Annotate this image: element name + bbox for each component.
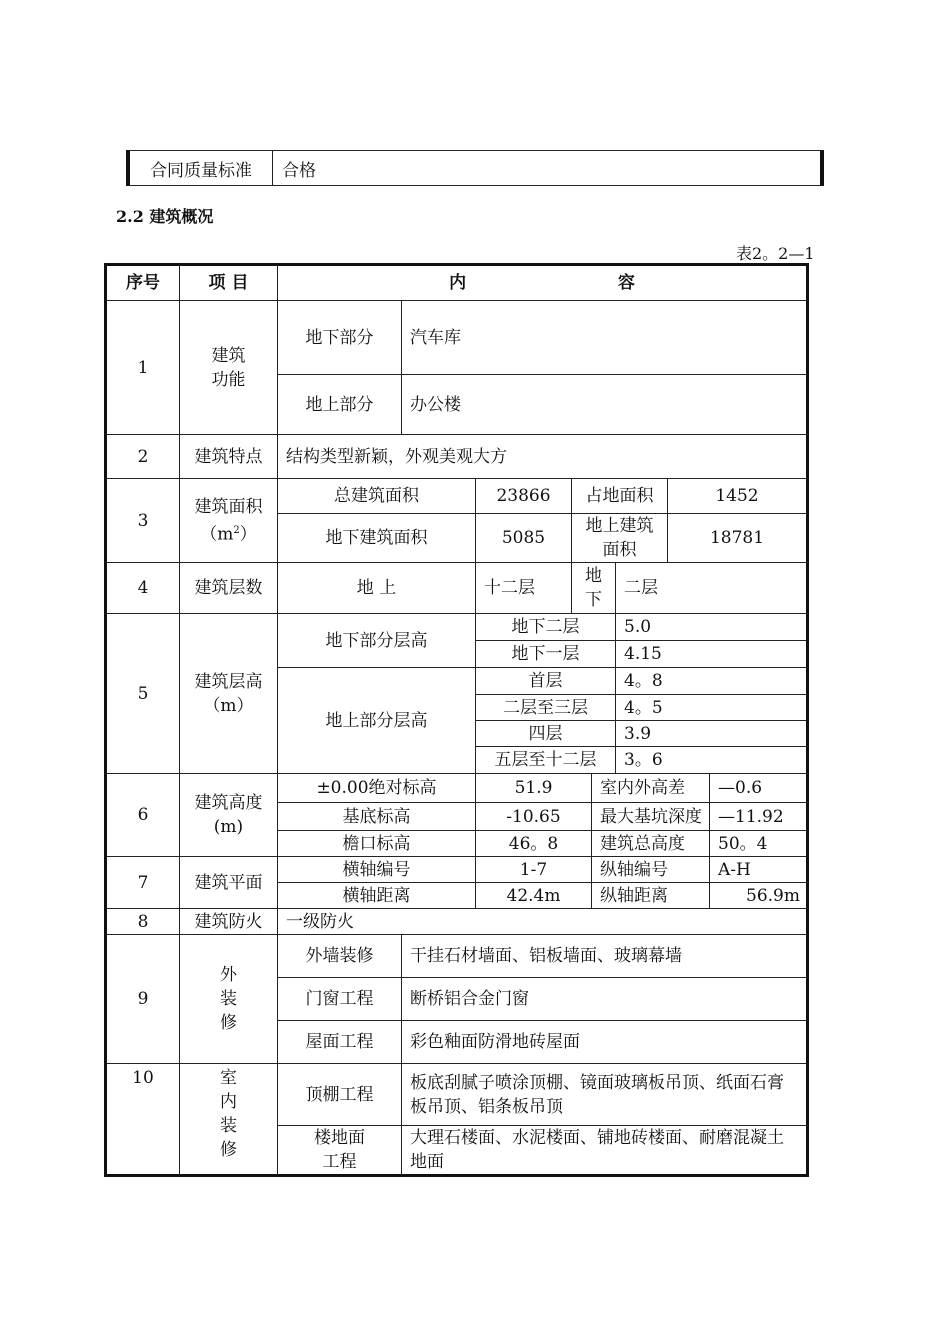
table-row — [106, 935, 808, 978]
header-content-b: 容 — [617, 273, 635, 293]
unit-close: ） — [239, 524, 257, 545]
cell-value: 1-7 — [476, 857, 592, 883]
sub-label: 外墙装修 — [278, 935, 402, 978]
quality-value: 合格 — [282, 160, 316, 181]
item-line: (m) — [213, 817, 244, 837]
cell-label: 横轴编号 — [278, 857, 476, 883]
item-line: 外 — [220, 965, 237, 985]
row-no: 8 — [106, 909, 180, 935]
table-header-row — [106, 265, 808, 301]
row-item: 建筑平面 — [180, 857, 278, 909]
sub-value: 板底刮腻子喷涂顶棚、镜面玻璃板吊顶、纸面石膏板吊顶、铝条板吊顶 — [402, 1064, 808, 1126]
item-line: 内 — [220, 1092, 237, 1112]
floor-height: 3.9 — [616, 721, 808, 747]
floor-height: 5.0 — [616, 614, 808, 641]
row-item: 建筑层数 — [180, 563, 278, 614]
row-item — [180, 301, 278, 435]
floor-name: 地下二层 — [476, 614, 616, 641]
header-content-a: 内 — [449, 273, 467, 293]
sub-label — [278, 1126, 402, 1176]
row-no: 4 — [106, 563, 180, 614]
floor-height: 4。5 — [616, 695, 808, 721]
table-row — [106, 614, 808, 641]
cell-value: 46。8 — [476, 831, 592, 857]
floor-name: 地下一层 — [476, 641, 616, 668]
cell-label: 檐口标高 — [278, 831, 476, 857]
floor-height: 4。8 — [616, 668, 808, 695]
cell-label: 地下建筑面积 — [278, 514, 476, 563]
sub-value: 办公楼 — [402, 375, 808, 435]
cell-label: 横轴距离 — [278, 883, 476, 909]
floor-height: 3。6 — [616, 747, 808, 774]
label-line: 楼地面 — [314, 1128, 365, 1148]
quality-label: 合同质量标准 — [130, 151, 273, 185]
cell-label: 地上建筑面积 — [572, 514, 668, 563]
floor-name: 首层 — [476, 668, 616, 695]
cell-value: —0.6 — [710, 774, 808, 803]
item-unit — [186, 519, 271, 547]
row-value: 一级防火 — [278, 909, 808, 935]
cell-value: 1452 — [668, 479, 808, 514]
table-row — [106, 1064, 808, 1126]
row-item: 建筑防火 — [180, 909, 278, 935]
header-item: 项 目 — [180, 265, 278, 301]
sub-value: 汽车库 — [402, 301, 808, 375]
cell-value: —11.92 — [710, 803, 808, 831]
cell-value: 23866 — [476, 479, 572, 514]
row-no: 2 — [106, 435, 180, 479]
cell-label: 地 下 — [572, 563, 616, 614]
cell-value: -10.65 — [476, 803, 592, 831]
cell-label: 占地面积 — [572, 479, 668, 514]
cell-value: 二层 — [616, 563, 808, 614]
sub-label: 屋面工程 — [278, 1021, 402, 1064]
floor-name: 二层至三层 — [476, 695, 616, 721]
cell-value: 42.4m — [476, 883, 592, 909]
table-row — [106, 909, 808, 935]
cell-label: 纵轴编号 — [592, 857, 710, 883]
row-no: 1 — [106, 301, 180, 435]
cell-value: 5085 — [476, 514, 572, 563]
item-line: （m） — [203, 695, 254, 716]
sub-value: 大理石楼面、水泥楼面、铺地砖楼面、耐磨混凝土地面 — [402, 1126, 808, 1176]
item-line: 修 — [220, 1140, 237, 1160]
table-row — [106, 301, 808, 375]
row-item — [180, 1064, 278, 1176]
table-number: 表2。2—1 — [736, 244, 815, 263]
floor-name: 五层至十二层 — [476, 747, 616, 774]
section-title: 2.2 建筑概况 — [116, 207, 214, 226]
row-no: 6 — [106, 774, 180, 857]
row-item — [180, 935, 278, 1064]
table-row — [106, 774, 808, 803]
floor-name: 四层 — [476, 721, 616, 747]
sub-label: 地下部分层高 — [278, 614, 476, 668]
table-row — [106, 563, 808, 614]
item-line: 建筑层高 — [194, 671, 263, 692]
sub-label: 门窗工程 — [278, 978, 402, 1021]
floor-height: 4.15 — [616, 641, 808, 668]
row-value: 结构类型新颖，外观美观大方 — [278, 435, 808, 479]
sub-label: 地上部分层高 — [278, 668, 476, 774]
row-item: 建筑特点 — [180, 435, 278, 479]
cell-value: 50。4 — [710, 831, 808, 857]
header-content — [278, 265, 808, 301]
unit-text: （m — [200, 524, 234, 545]
item-line: 建筑高度 — [194, 793, 263, 813]
sub-label: 顶棚工程 — [278, 1064, 402, 1126]
sub-label: 地上部分 — [278, 375, 402, 435]
building-overview-table — [104, 263, 809, 1177]
row-no: 3 — [106, 479, 180, 563]
item-line: 装 — [220, 989, 237, 1009]
cell-label: 建筑总高度 — [592, 831, 710, 857]
table-row — [106, 479, 808, 514]
sub-value: 彩色釉面防滑地砖屋面 — [402, 1021, 808, 1064]
cell-label: 纵轴距离 — [592, 883, 710, 909]
cell-value: 十二层 — [476, 563, 572, 614]
sub-value: 断桥铝合金门窗 — [402, 978, 808, 1021]
row-no: 9 — [106, 935, 180, 1064]
item-line: 室 — [220, 1068, 237, 1088]
cell-label: 基底标高 — [278, 803, 476, 831]
cell-label: ±0.00绝对标高 — [278, 774, 476, 803]
cell-value: 18781 — [668, 514, 808, 563]
cell-value: 56.9m — [710, 883, 808, 909]
item-line: 功能 — [211, 369, 246, 390]
item-line: 修 — [220, 1013, 237, 1033]
row-item — [180, 774, 278, 857]
item-line: 装 — [220, 1116, 237, 1136]
row-item — [180, 614, 278, 774]
cell-label: 最大基坑深度 — [592, 803, 710, 831]
item-line: 建筑 — [211, 345, 246, 366]
cell-value: 51.9 — [476, 774, 592, 803]
row-no: 5 — [106, 614, 180, 774]
cell-label: 地 上 — [278, 563, 476, 614]
row-no: 10 — [106, 1064, 180, 1176]
label-line: 工程 — [322, 1152, 357, 1172]
item-line: 建筑面积 — [194, 496, 263, 517]
table-row — [106, 435, 808, 479]
cell-value: A-H — [710, 857, 808, 883]
header-no: 序号 — [106, 265, 180, 301]
sub-value: 干挂石材墙面、铝板墙面、玻璃幕墙 — [402, 935, 808, 978]
row-item — [180, 479, 278, 563]
sub-label: 地下部分 — [278, 301, 402, 375]
contract-quality-row — [126, 150, 824, 186]
cell-label: 室内外高差 — [592, 774, 710, 803]
cell-label: 总建筑面积 — [278, 479, 476, 514]
unit-sup: 2 — [233, 524, 240, 536]
row-no: 7 — [106, 857, 180, 909]
table-row — [106, 857, 808, 883]
